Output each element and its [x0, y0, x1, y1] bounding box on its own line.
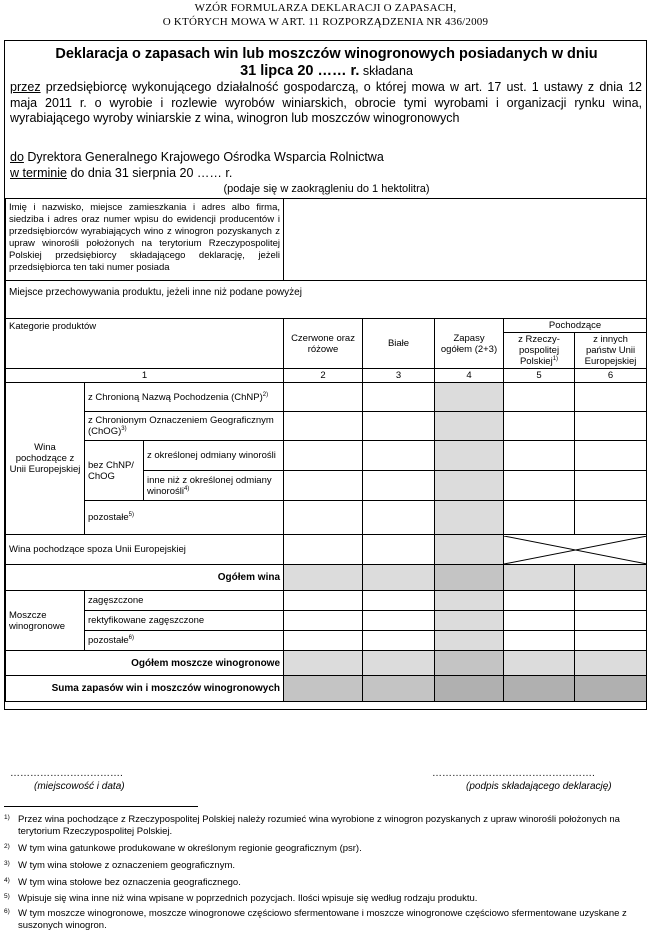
col-header-zapasy: Zapasy ogółem (2+3): [435, 319, 504, 369]
title-date: 31 lipca 20 …… r.: [240, 63, 360, 79]
col-header-z-rp: [504, 333, 575, 369]
col-number-1: 1: [6, 369, 284, 383]
cell-input[interactable]: [284, 501, 363, 535]
cell-input[interactable]: [284, 441, 363, 471]
row-label-bez: bez ChNP/ ChOG: [85, 441, 144, 501]
inne-odmiany-text: inne niż z określonej odmiany winorośli: [147, 474, 272, 497]
declaration-form: [4, 40, 647, 710]
pozostale-text: pozostałe: [88, 512, 129, 523]
cell-input[interactable]: [284, 591, 363, 611]
cell-input[interactable]: [575, 591, 647, 611]
col-header-pochodzace: Pochodzące: [504, 319, 647, 333]
cell-input[interactable]: [363, 631, 435, 651]
footnote-5: [4, 893, 642, 905]
cell-total: [435, 611, 504, 631]
col-number-4: 4: [435, 369, 504, 383]
cell-total: [504, 565, 575, 591]
row-label-spoza-ue: Wina pochodzące spoza Unii Europejskiej: [6, 535, 284, 565]
col-header-biale: Białe: [363, 319, 435, 369]
form-title-line-2: [5, 63, 648, 79]
cell-input[interactable]: [504, 631, 575, 651]
col-number-2: 2: [284, 369, 363, 383]
chnp-sup: 2): [262, 391, 269, 398]
cell-total: [435, 471, 504, 501]
row-label-pozostale: [85, 501, 284, 535]
footnote-6-text: W tym moszcze winogronowe, moszcze winogronowe częściowo sfermentowane i moszcze winogronowe częściowo sfermentowane uzyskane z suszonych winogron.: [18, 908, 627, 931]
rounding-note: (podaje się w zaokrągleniu do 1 hektolitra): [223, 183, 430, 195]
cell-input[interactable]: [363, 471, 435, 501]
chog-text: z Chronionym Oznaczeniem Geograficznym (ChOG): [88, 415, 274, 437]
place-date-dots[interactable]: …………………………….: [10, 768, 123, 779]
przez-text: przedsiębiorcę wykonującego działalność gospodarczą, o której mowa w art. 17 ust. 1 ustawy z dnia 12 maja 2011 r. o wyrobie i rozlewie wyrobów winiarskich, obrocie tymi wyrobami i organizacji rynku wina, wyrabiającego wyroby winiarskie z wina, winogron lub moszczów winogronowych: [10, 80, 642, 125]
cell-input[interactable]: [363, 412, 435, 441]
row-header-moszcze: Moszcze winogronowe: [6, 591, 85, 651]
footnote-1-num: 1): [4, 814, 10, 821]
pozostale-sup: 5): [128, 511, 135, 518]
cell-input[interactable]: [504, 412, 575, 441]
cell-input[interactable]: [363, 441, 435, 471]
row-header-wina-ue: Wina pochodzące z Unii Europejskiej: [6, 383, 85, 535]
cross-out-icon: [504, 536, 647, 564]
header-line-2: O KTÓRYCH MOWA W ART. 11 ROZPORZĄDZENIA NR 436/2009: [162, 16, 489, 28]
signature-dots[interactable]: ………………………………………….: [432, 768, 595, 779]
cell-input[interactable]: [504, 441, 575, 471]
form-title-line-1: Deklaracja o zapasach win lub moszczów winogronowych posiadanych w dniu: [55, 46, 598, 62]
cell-input[interactable]: [284, 383, 363, 412]
footnote-5-num: 5): [4, 893, 10, 900]
do-label: do: [10, 150, 24, 164]
col-header-kategorie: Kategorie produktów: [6, 319, 284, 369]
storage-label: Miejsce przechowywania produktu, jeżeli inne niż podane powyżej: [9, 287, 302, 298]
cell-total: [435, 651, 504, 676]
row-label-okreslona: z określonej odmiany winorośli: [144, 441, 284, 471]
cell-input[interactable]: [575, 441, 647, 471]
z-rp-text: z Rzeczy-pospolitej Polskiej: [518, 334, 560, 367]
cell-total: [504, 676, 575, 702]
cell-input[interactable]: [504, 591, 575, 611]
cell-input[interactable]: [363, 611, 435, 631]
col-number-6: 6: [575, 369, 647, 383]
chnp-text: z Chronioną Nazwą Pochodzenia (ChNP): [88, 391, 263, 403]
moszcze-pozostale-sup: 6): [128, 634, 135, 641]
cell-input[interactable]: [284, 611, 363, 631]
cell-input[interactable]: [575, 471, 647, 501]
cell-total: [363, 651, 435, 676]
cell-total: [435, 412, 504, 441]
cell-total: [363, 565, 435, 591]
cell-total: [435, 676, 504, 702]
footnote-3-text: W tym wina stołowe z oznaczeniem geograficznym.: [18, 860, 235, 871]
row-label-suma: Suma zapasów win i moszczów winogronowych: [6, 676, 284, 702]
cell-input[interactable]: [363, 591, 435, 611]
row-label-chog: [85, 412, 284, 441]
footnote-divider: [4, 806, 198, 807]
footnote-2-text: W tym wina gatunkowe produkowane w określonym regionie geograficznym (psr).: [18, 843, 362, 854]
cell-input[interactable]: [504, 611, 575, 631]
footnote-3-num: 3): [4, 860, 10, 867]
cell-total: [575, 565, 647, 591]
footnote-4: [4, 877, 642, 889]
cell-total: [435, 565, 504, 591]
footnote-4-text: W tym wina stołowe bez oznaczenia geograficznego.: [18, 877, 241, 888]
cell-total: [435, 383, 504, 412]
cell-input[interactable]: [504, 501, 575, 535]
header-line-1: WZÓR FORMULARZA DEKLARACJI O ZAPASACH,: [194, 2, 457, 14]
cell-total: [435, 535, 504, 565]
cell-total: [435, 591, 504, 611]
cell-total: [284, 651, 363, 676]
termin-label: w terminie: [10, 166, 67, 180]
row-label-ogolem-wina: Ogółem wina: [6, 565, 284, 591]
cell-input[interactable]: [575, 611, 647, 631]
do-text: Dyrektora Generalnego Krajowego Ośrodka Wsparcia Rolnictwa: [23, 150, 384, 164]
footnote-5-text: Wpisuje się wina inne niż wina wpisane w poprzednich pozycjach. Ilości wpisuje się według rodzaju produktu.: [18, 893, 478, 904]
cell-total: [363, 676, 435, 702]
termin-text: do dnia 31 sierpnia 20 …… r.: [66, 166, 233, 180]
footnote-1: [4, 814, 642, 838]
row-label-inne-odmiany: [144, 471, 284, 501]
row-label-chnp: [85, 383, 284, 412]
footnote-6: [4, 908, 642, 932]
cell-total: [284, 676, 363, 702]
footnote-2-num: 2): [4, 843, 10, 850]
cell-total: [284, 565, 363, 591]
cell-input[interactable]: [284, 631, 363, 651]
row-label-ogolem-moszcze: Ogółem moszcze winogronowe: [6, 651, 284, 676]
cell-input[interactable]: [575, 501, 647, 535]
intro-termin: [10, 166, 642, 182]
cell-total: [435, 501, 504, 535]
row-label-moszcze-pozostale: [85, 631, 284, 651]
inne-sup: 4): [183, 485, 190, 492]
stock-table: [5, 198, 647, 702]
row-label-zageszczone: zagęszczone: [85, 591, 284, 611]
cell-total: [504, 651, 575, 676]
moszcze-pozostale-text: pozostałe: [88, 635, 129, 646]
cell-input[interactable]: [363, 501, 435, 535]
intro-przez: [10, 80, 642, 127]
cell-input[interactable]: [284, 412, 363, 441]
col-number-5: 5: [504, 369, 575, 383]
footnote-3: [4, 860, 642, 872]
footnote-6-num: 6): [4, 908, 10, 915]
cell-total: [575, 676, 647, 702]
cell-input[interactable]: [504, 471, 575, 501]
col-header-z-innych: z innych państw Unii Europejskiej: [575, 333, 647, 369]
cell-input[interactable]: [575, 412, 647, 441]
cell-total: [435, 441, 504, 471]
cell-input[interactable]: [284, 535, 363, 565]
signature-label: (podpis składającego deklarację): [466, 781, 612, 792]
przez-label: przez: [10, 80, 41, 94]
crossed-out-cell: [504, 535, 647, 565]
title-skladana: składana: [359, 64, 413, 78]
storage-field[interactable]: [6, 281, 647, 319]
cell-input[interactable]: [575, 383, 647, 412]
cell-total: [435, 631, 504, 651]
cell-input[interactable]: [575, 631, 647, 651]
cell-input[interactable]: [363, 535, 435, 565]
cell-input[interactable]: [363, 383, 435, 412]
col-number-3: 3: [363, 369, 435, 383]
identity-field[interactable]: [284, 199, 647, 281]
chog-sup: 3): [121, 425, 127, 432]
intro-do: [10, 150, 642, 166]
cell-total: [575, 651, 647, 676]
footnote-4-num: 4): [4, 877, 10, 884]
cell-input[interactable]: [504, 383, 575, 412]
cell-input[interactable]: [284, 471, 363, 501]
footnote-1-text: Przez wina pochodzące z Rzeczypospolitej Polskiej należy rozumieć wina wyrobione z winogron pozyskanych z upraw winorośli położonych na terytorium Rzeczypospolitej Polskiej.: [18, 814, 620, 837]
footnote-2: [4, 843, 642, 855]
col-header-czerwone: Czerwone oraz różowe: [284, 319, 363, 369]
place-date-label: (miejscowość i data): [34, 781, 125, 792]
row-label-rektyfikowane: rektyfikowane zagęszczone: [85, 611, 284, 631]
identity-label: Imię i nazwisko, miejsce zamieszkania i adres albo firma, siedziba i adres oraz numer wpisu do ewidencji producentów i przedsiębiorców wyrabiających wino z winogron pozyskanych z upraw winorośli położonych na terytorium Rzeczypospolitej Polskiej przedsiębiorcy składającego deklarację, jeżeli przedsiębiorca ten taki numer posiada: [6, 199, 284, 281]
z-rp-sup: 1): [552, 355, 559, 362]
